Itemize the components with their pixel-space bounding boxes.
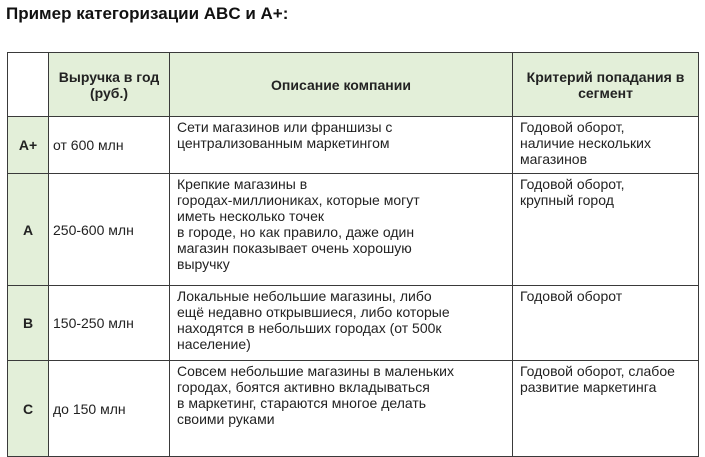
segment-label: C [8,361,49,457]
criterion-text: Годовой оборот [520,288,623,304]
header-corner-cell [8,53,49,117]
description-cell [170,117,513,174]
header-revenue: Выручка в год (руб.) [49,53,170,117]
header-description: Описание компании [170,53,513,117]
criterion-cell [513,286,699,361]
revenue-cell: 250-600 млн [49,174,170,286]
description-text: Совсем небольшие магазины в маленьких городах, боятся активно вкладываться в маркетинг, стараются многое делать своими руками [177,363,454,427]
revenue-cell: до 150 млн [49,361,170,457]
description-text: Локальные небольшие магазины, либо ещё недавно открывшиеся, либо которые находятся в небольших городах (от 500к население) [177,288,450,352]
criterion-text: Годовой оборот, наличие нескольких магазинов [520,119,651,167]
criterion-cell [513,117,699,174]
segment-label: B [8,286,49,361]
table-row-b [8,286,699,361]
description-cell [170,361,513,457]
criterion-cell [513,361,699,457]
segment-label: A [8,174,49,286]
description-cell [170,286,513,361]
header-criterion: Критерий попадания в сегмент [513,53,699,117]
criterion-text: Годовой оборот, крупный город [520,176,625,208]
table-row-a-plus [8,117,699,174]
revenue-cell: от 600 млн [49,117,170,174]
description-cell [170,174,513,286]
revenue-cell: 150-250 млн [49,286,170,361]
criterion-cell [513,174,699,286]
criterion-text: Годовой оборот, слабое развитие маркетинга [520,363,675,395]
segmentation-table [7,52,699,457]
page-title: Пример категоризации ABC и A+: [6,4,289,23]
table-row-c [8,361,699,457]
table-row-a [8,174,699,286]
segment-label: A+ [8,117,49,174]
description-text: Сети магазинов или франшизы с централизованным маркетингом [177,119,393,151]
table-header-row [8,53,699,117]
description-text: Крепкие магазины в городах-миллиониках, которые могут иметь несколько точек в городе, но как правило, даже один магазин показывает очень хорошую выручку [177,176,420,272]
